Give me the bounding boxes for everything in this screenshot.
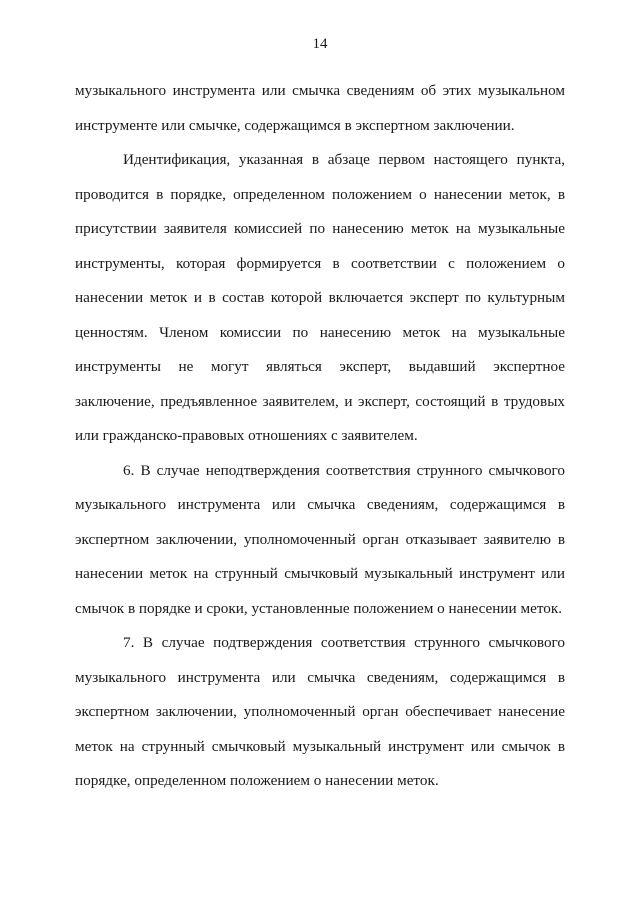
paragraph-item-6: 6. В случае неподтверждения соответствия струнного смычкового музыкального инструмента или смычка сведениям, содержащимся в экспертном заключении, уполномоченный орган отказывает заявителю в нанесении меток на струнный смычковый музыкальный инструмент или смычок в порядке и сроки, установленные положением о нанесении меток. — [75, 461, 565, 617]
paragraph-identification: Идентификация, указанная в абзаце первом настоящего пункта, проводится в порядке, определенном положением о нанесении меток, в присутствии заявителя комиссией по нанесению меток на музыкальные инструменты, которая формируется в соответствии с положением о нанесении меток и в состав которой включается эксперт по культурным ценностям. Членом комиссии по нанесению меток на музыкальные инструменты не могут являться эксперт, выдавший экспертное заключение, предъявленное заявителем, и эксперт, состоящий в трудовых или гражданско-правовых отношениях с заявителем. — [75, 151, 565, 444]
paragraph-continuation: музыкального инструмента или смычка сведениям об этих музыкальном инструменте или смычке, содержащимся в экспертном заключении. — [75, 82, 565, 134]
page-number: 14 — [312, 36, 328, 52]
document-body — [75, 74, 565, 799]
paragraph-item-7: 7. В случае подтверждения соответствия струнного смычкового музыкального инструмента или смычка сведениям, содержащимся в экспертном заключении, уполномоченный орган обеспечивает нанесение меток на струнный смычковый музыкальный инструмент или смычок в порядке, определенном положением о нанесении меток. — [75, 634, 565, 789]
